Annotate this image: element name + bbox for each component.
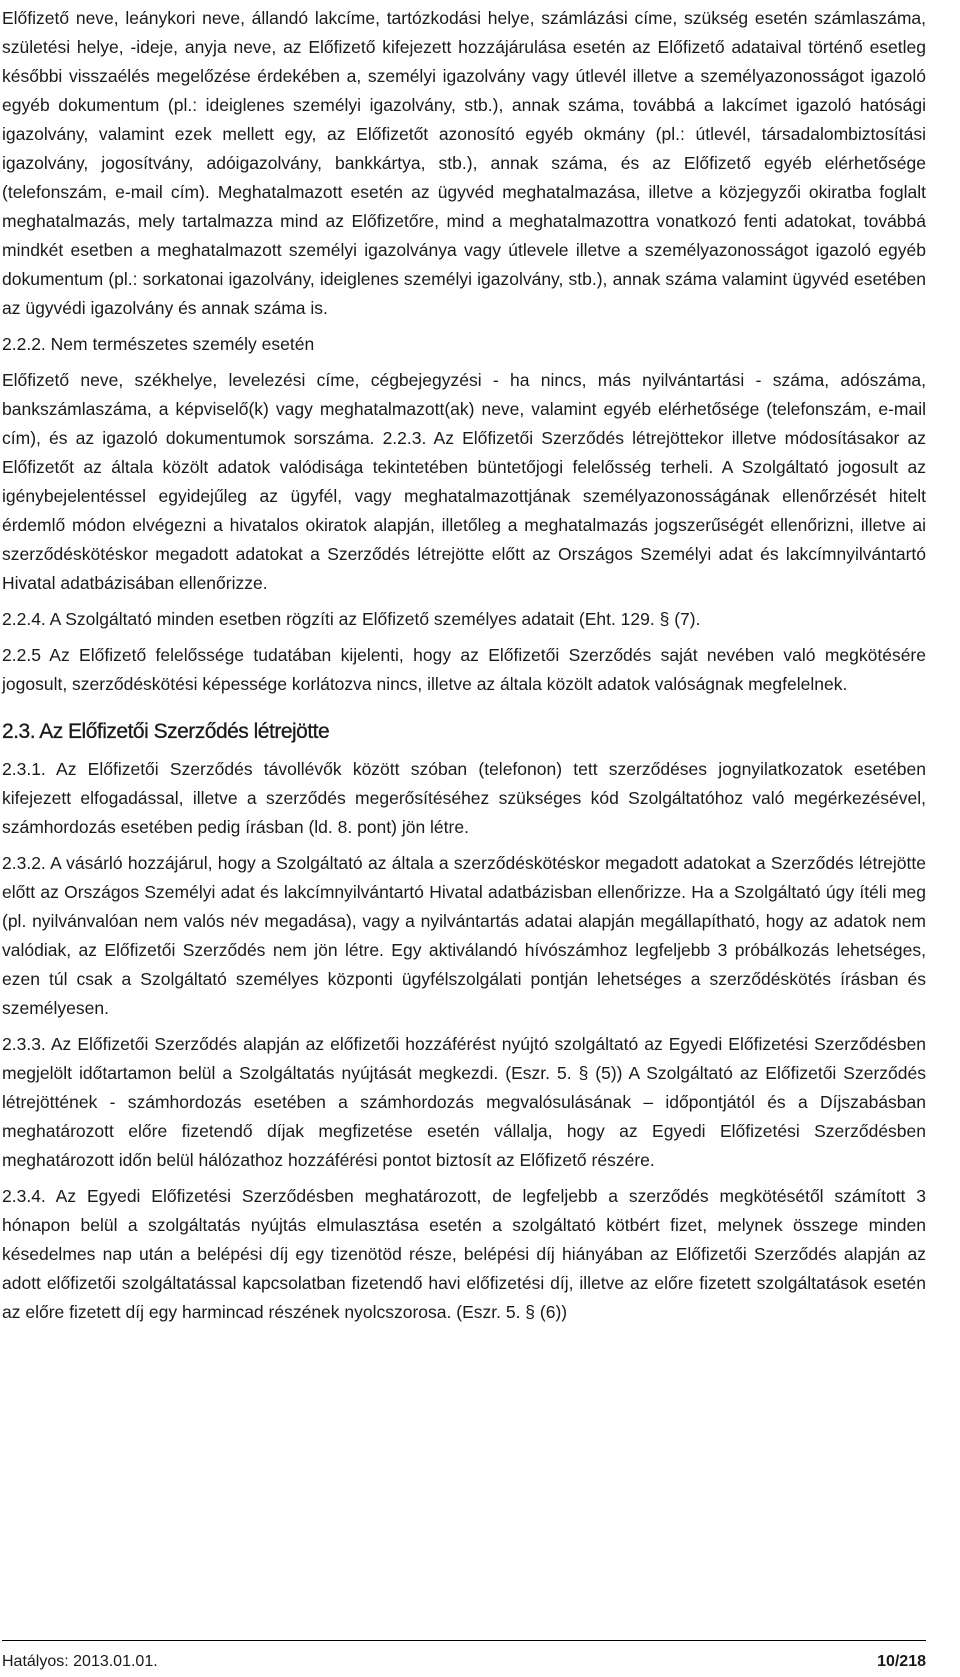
paragraph-2-2-4: 2.2.4. A Szolgáltató minden esetben rögzíti az Előfizető személyes adatait (Eht. 129. § (7). <box>2 609 701 629</box>
footer-page-number: 10/218 <box>877 1653 926 1670</box>
document-body <box>2 4 926 1327</box>
paragraph-legal-entity-data: Előfizető neve, székhelye, levelezési címe, cégbejegyzési - ha nincs, más nyilvántartási - száma, adószáma, bankszámlaszáma, a képviselő(k) vagy meghatalmazott(ak) neve, valamint egyéb elérhetősége (telefonszám, e-mail cím), és az igazoló dokumentumok sorszáma. 2.2.3. Az Előfizetői Szerződés létrejöttekor illetve módosításakor az Előfizetőt az általa közölt adatok valódisága tekintetében büntetőjogi felelősség terheli. A Szolgáltató jogosult az igénybejelentéssel egyidejűleg az ügyfél, vagy meghatalmazottjának személyazonosságának ellenőrzését hitelt érdemlő módon elvégezni a hivatalos okiratok alapján, illetőleg a meghatalmazás jogszerűségét ellenőrizni, illetve ai szerződéskötéskor megadott adatokat a Szerződés létrejötte előtt az Országos Személyi adat és lakcímnyilvántartó Hivatal adatbázisában ellenőrizze. <box>2 370 926 593</box>
paragraph-natural-person-data: Előfizető neve, leánykori neve, állandó lakcíme, tartózkodási helye, számlázási címe, szükség esetén számlaszáma, születési helye, -ideje, anyja neve, az Előfizető kifejezett hozzájárulása esetén az Előfizető adataival történő esetleg későbbi visszaélés megelőzése érdekében a, személyi igazolvány vagy útlevél illetve a személyazonosságot igazoló egyéb dokumentum (pl.: ideiglenes személyi igazolvány, stb.), annak száma, továbbá a lakcímet igazoló hatósági igazolvány, valamint ezek mellett egy, az Előfizetőt azonosító egyéb okmány (pl.: útlevél, társadalombiztosítási igazolvány, jogosítvány, adóigazolvány, bankkártya, stb.), annak száma, és az Előfizető egyéb elérhetősége (telefonszám, e-mail cím). Meghatalmazott esetén az ügyvéd meghatalmazása, illetve a közjegyzői okiratba foglalt meghatalmazás, mely tartalmazza mind az Előfizetőre, mind a meghatalmazottra vonatkozó fenti adatokat, továbbá mindkét esetben a meghatalmazott személyi igazolványa vagy útlevele illetve a személyazonosságot igazoló egyéb dokumentum (pl.: sorkatonai igazolvány, ideiglenes személyi igazolvány, stb.), annak száma valamint ügyvéd esetében az ügyvédi igazolvány és annak száma is. <box>2 8 926 318</box>
paragraph-2-2-2-heading: 2.2.2. Nem természetes személy esetén <box>2 334 315 354</box>
paragraph-2-3-2: 2.3.2. A vásárló hozzájárul, hogy a Szolgáltató az általa a szerződéskötéskor megadott adatokat a Szerződés létrejötte előtt az Országos Személyi adat és lakcímnyilvántartó Hivatal adatbázisban ellenőrizze. Ha a Szolgáltató úgy ítéli meg (pl. nyilvánvalóan nem valós név megadása), vagy a nyilvántartás adatai alapján megállapítható, hogy az adatok nem valódiak, az Előfizetői Szerződés nem jön létre. Egy aktiválandó hívószámhoz legfeljebb 3 próbálkozás lehetséges, ezen túl csak a Szolgáltató személyes központi ügyfélszolgálati pontján lehetséges a szerződéskötés írásban és személyesen. <box>2 853 926 1018</box>
paragraph-2-2-5: 2.2.5 Az Előfizető felelőssége tudatában kijelenti, hogy az Előfizetői Szerződés saját nevében való megkötésére jogosult, szerződéskötési képessége korlátozva nincs, illetve az általa közölt adatok valóságnak megfelelnek. <box>2 645 926 694</box>
paragraph-2-3-4: 2.3.4. Az Egyedi Előfizetési Szerződésben meghatározott, de legfeljebb a szerződés megkötésétől számított 3 hónapon belül a szolgáltatás nyújtás elmulasztása esetén a szolgáltató kötbért fizet, melynek összege minden késedelmes nap után a belépési díj egy tizenötöd része, belépési díj hiányában az Előfizetői Szerződés alapján az adott előfizetői szolgáltatással kapcsolatban fizetendő havi előfizetési díj, illetve az előre fizetett szolgáltatások esetén az előre fizetett díj egy harmincad részének nyolcszorosa. (Eszr. 5. § (6)) <box>2 1186 926 1322</box>
section-heading-2-3: 2.3. Az Előfizetői Szerződés létrejötte <box>2 720 330 743</box>
footer-effective-date: Hatályos: 2013.01.01. <box>2 1653 158 1670</box>
paragraph-2-3-1: 2.3.1. Az Előfizetői Szerződés távollévők között szóban (telefonon) tett szerződéses jognyilatkozatok esetében kifejezett elfogadással, illetve a szerződés megerősítéséhez szükséges kód Szolgáltatóhoz való megérkezésével, számhordozás esetében pedig írásban (ld. 8. pont) jön létre. <box>2 759 926 837</box>
footer-divider <box>2 1640 926 1641</box>
paragraph-2-3-3: 2.3.3. Az Előfizetői Szerződés alapján az előfizetői hozzáférést nyújtó szolgáltató az Egyedi Előfizetési Szerződésben megjelölt időtartamon belül a Szolgáltatás nyújtását megkezdi. (Eszr. 5. § (5)) A Szolgáltató az Előfizetői Szerződés létrejöttének - számhordozás esetében a számhordozás megvalósulásának – időpontjától és a Díjszabásban meghatározott előre fizetendő díjak megfizetése esetén vállalja, hogy az Egyedi Előfizetési Szerződésben meghatározott időn belül hálózathoz hozzáférési pontot biztosít az Előfizető részére. <box>2 1034 926 1170</box>
